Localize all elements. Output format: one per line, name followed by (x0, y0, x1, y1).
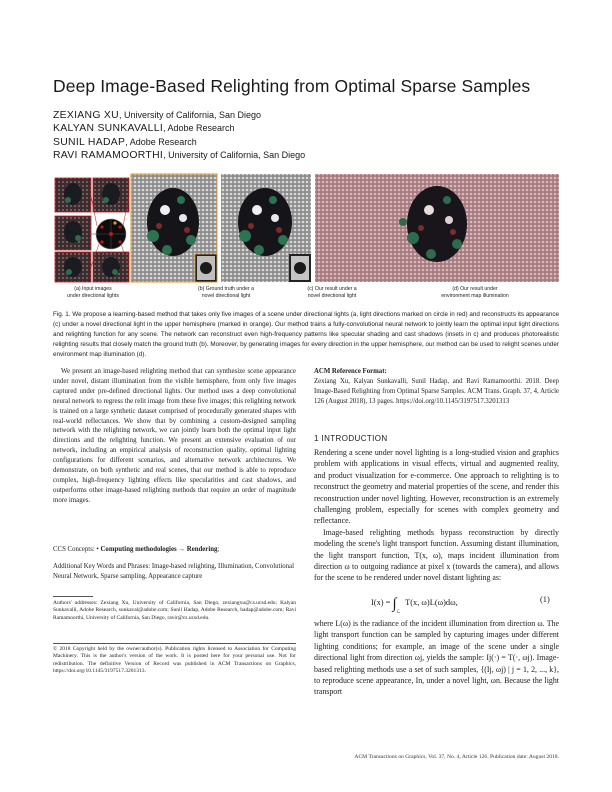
figure-caption: Fig. 1. We propose a learning-based method that takes only five images of a scene under directional lights (a, light directions marked on circle in red) and reconstructs its appearance (c) under a novel directional light in the upper hemisphere (marked in orange). Our method trains a fully-convolutional neural network to jointly learn the optimal input light directions and relighting function for any scene. The network can reconstruct even high-frequency patterns like specular shading and cast shadows (insets in c) and produces photorealistic relighting results that closely match the ground truth (b). Moreover, by generating images for every direction in the upper hemisphere, our method can be used to relight scenes under environment map illumination (d). (53, 311, 560, 358)
author-name: KALYAN SUNKAVALLI (53, 123, 164, 135)
introduction-body-continued (314, 618, 559, 698)
author-name: RAVI RAMAMOORTHI (53, 150, 164, 162)
author-entry (53, 109, 573, 122)
author-name: ZEXIANG XU (53, 110, 119, 121)
acm-reference-heading: ACM Reference Format: (314, 368, 387, 375)
copyright-rule (53, 643, 296, 644)
ccs-end: ; (217, 546, 220, 553)
teaser-figure (53, 172, 559, 284)
author-entry (53, 136, 573, 149)
equation-lhs: I(x) = (371, 598, 391, 607)
intro-paragraph: where L(ω) is the radiance of the incident illumination from direction ω. The light transport function can be sampled by capturing images under different lighting conditions; for example, an image of the scene under a single directional light from direction ωj, yields the sample: Ij(·) = T(·, ωj). Image-based relighting methods use a set of such samples, {(Ij, ωj) | j = 1, 2, ..., k}, to reproduce scene appearance, In, under a novel light, ωn. Because the light transport (314, 619, 559, 697)
page-footer: ACM Transactions on Graphics, Vol. 37, No. 4, Article 126. Publication date: August 2018. (354, 754, 559, 760)
author-entry (53, 149, 573, 162)
integral-domain: ℒ (396, 610, 401, 615)
intro-paragraph: Image-based relighting methods bypass reconstruction by directly modeling the scene's light transport function. Assuming distant illumination, the light transport function, T(x, ω), maps incident illumination from direction ω to outgoing radiance at pixel x (towards the camera), and allows for the scene to be rendered under novel distant lighting as: (314, 527, 559, 583)
author-affiliation: , University of California, San Diego (163, 150, 306, 161)
ccs-concepts (53, 545, 296, 555)
subcaption-c: (c) Our result under a novel directional light (307, 286, 357, 299)
introduction-body (314, 447, 559, 584)
equation-number: (1) (540, 595, 550, 604)
author-name: SUNIL HADAP (53, 136, 126, 148)
ccs-label: CCS Concepts: • (53, 546, 99, 553)
intro-paragraph: Rendering a scene under novel lighting is a long-studied vision and graphics problem with applications in visual effects, virtual and augmented reality, and product visualization for e-commerce. One approach to relighting is to reconstruct the geometry and material properties of the scene, and render this reconstruction under novel lighting. However, reconstruction is an extremely challenging problem, especially for scenes with complex geometry and reflectance. (314, 448, 559, 526)
section-heading-introduction: 1 INTRODUCTION (314, 434, 388, 443)
equation-1 (371, 593, 458, 615)
integral-sign: ∫ (392, 596, 397, 612)
input-images-panel (55, 178, 129, 282)
paper-title: Deep Image-Based Relighting from Optimal Sparse Samples (53, 76, 531, 96)
our-result-panel (221, 174, 311, 282)
abstract: We present an image-based relighting method that can synthesize scene appearance under novel, distant illumination from the visible hemisphere, from only five images captured under pre-defined directional lights. Our method uses a deep convolutional neural network to regress the relit image from these five images; this relighting network is trained on a large synthetic dataset comprised of procedurally generated shapes with real-world reflectances. We show that by combining a custom-designed sampling network with the relighting network, we can jointly learn both the optimal input light directions and the relighting function. We present an extensive evaluation of our network, including an empirical analysis of reconstruction quality, optimal lighting configurations for different scenarios, and alternative network architectures. We demonstrate, on both synthetic and real scenes, that our method is able to reproduce complex, high-frequency lighting effects like specularities and cast shadows, and outperforms other image-based relighting methods that require an order of magnitude more images. (53, 368, 296, 504)
author-entry (53, 122, 573, 135)
ground-truth-panel (131, 174, 217, 282)
acm-reference (314, 367, 559, 407)
author-affiliation: , University of California, San Diego (118, 110, 261, 120)
author-affiliation: , Adobe Research (125, 136, 197, 147)
ccs-concept: Computing methodologies → Rendering (100, 546, 218, 553)
subcaption-b: (b) Ground truth under a novel directional light (198, 286, 254, 299)
acm-reference-text: Zexiang Xu, Kalyan Sunkavalli, Sunil Hadap, and Ravi Ramamoorthi. 2018. Deep Image-Based Relighting from Optimal Sparse Samples. ACM Trans. Graph. 37, 4, Article 126 (August 2018), 13 pages. https://doi.org/10.1145/3197517.3201313 (314, 378, 559, 405)
author-affiliation: , Adobe Research (163, 123, 235, 134)
teaser-figure-graphic (53, 172, 559, 284)
equation-rhs: T(x, ω)L(ω)dω, (405, 598, 458, 607)
copyright-notice: © 2018 Copyright held by the owner/author(s). Publication rights licensed to Association for Computing Machinery. This is the author's version of the work. It is posted here for your personal use. Not for redistribution. The definitive Version of Record was published in ACM Transactions on Graphics, https://doi.org/10.1145/3197517.3201313. (53, 646, 296, 675)
keywords: Additional Key Words and Phrases: Image-based relighting, Illumination, Convolutional Neural Network, Sparse sampling, Appearance capture (53, 563, 294, 580)
author-addresses: Authors' addresses: Zexiang Xu, University of California, San Diego, zexiangxu@cs.ucsd.edu; Kalyan Sunkavalli, Adobe Research, sunkaval@adobe.com; Sunil Hadap, Adobe Research, hadap@adobe.com; Ravi Ramamoorthi, University of California, San Diego, ravir@cs.ucsd.edu. (53, 600, 296, 621)
subcaption-a: (a) Input images under directional lights (67, 286, 119, 299)
environment-map-panel (315, 174, 559, 282)
footnote-rule (53, 596, 93, 597)
author-list (53, 109, 573, 163)
subcaption-d: (d) Our result under environment map illumination (441, 286, 509, 299)
